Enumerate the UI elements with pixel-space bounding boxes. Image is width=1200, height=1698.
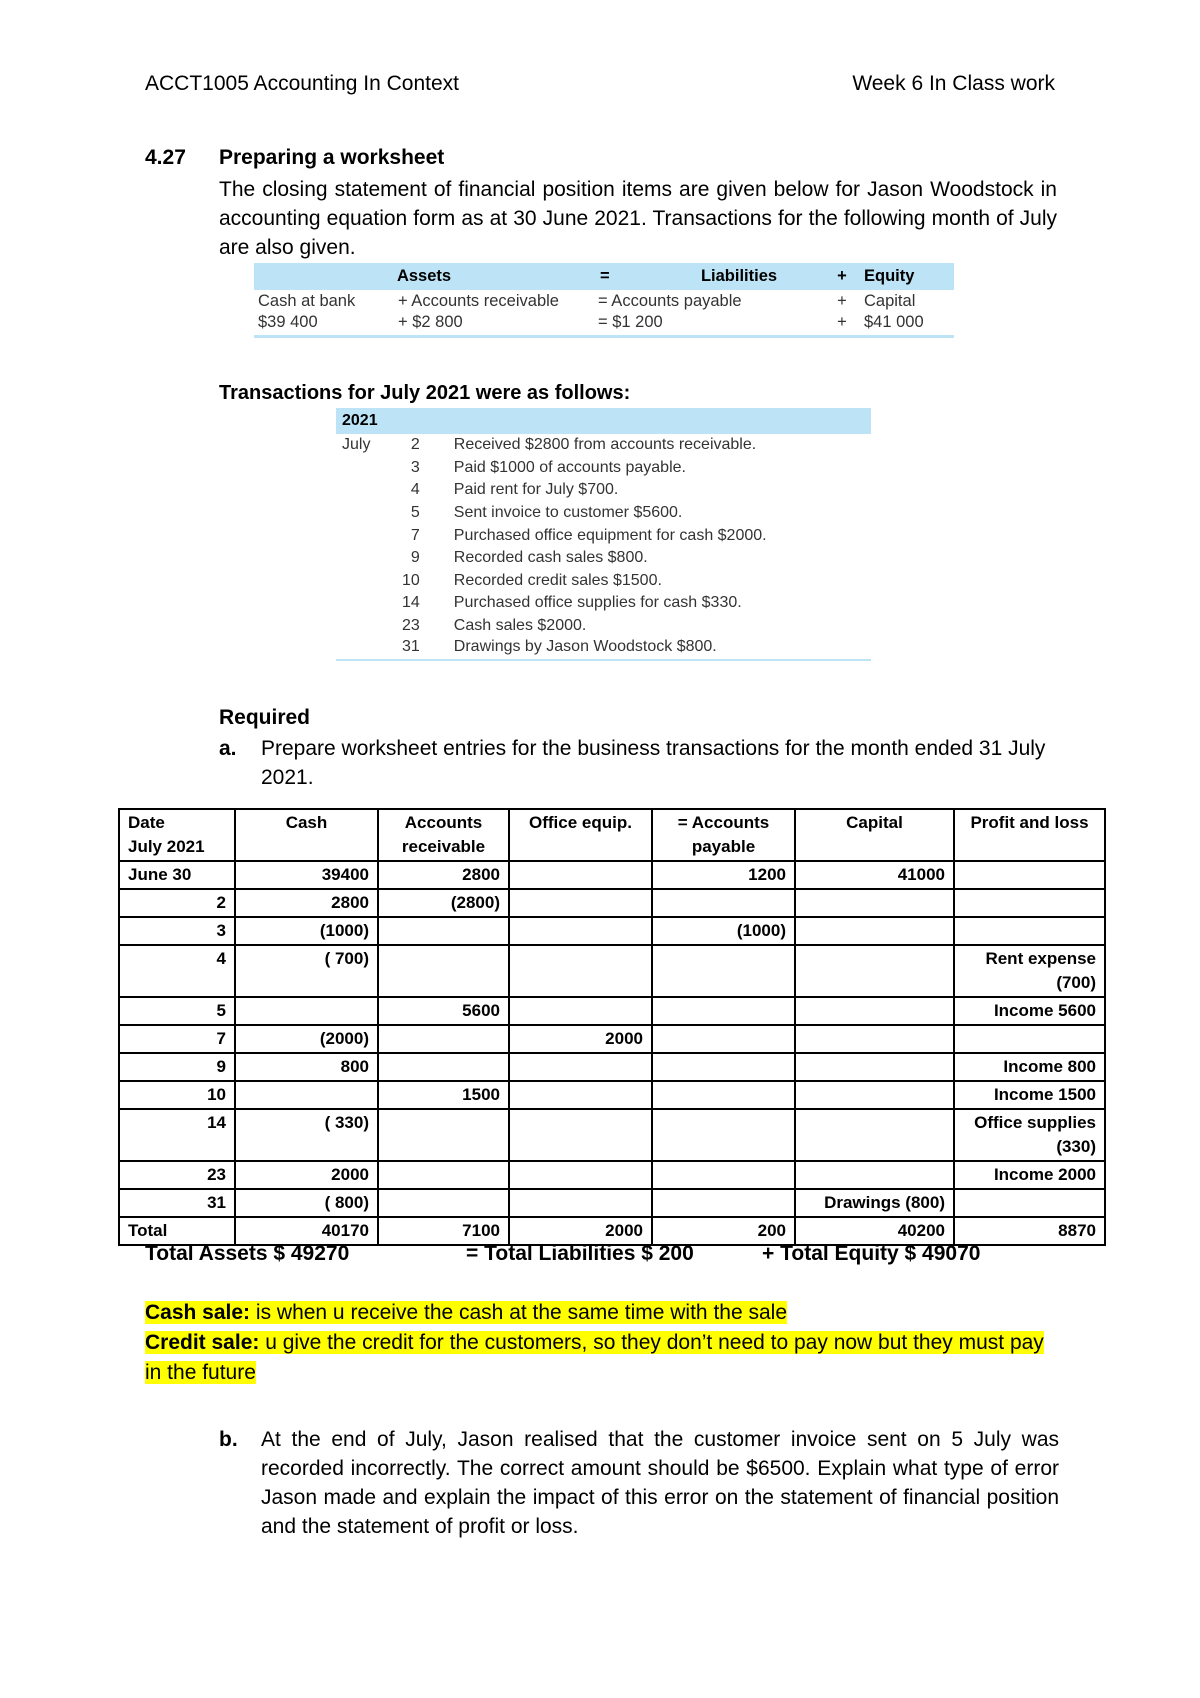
highlighted-notes (145, 1298, 1059, 1388)
ws-header-ar: Accounts receivable (378, 809, 509, 861)
transaction-row (336, 434, 871, 457)
eq-header-assets: Assets (254, 263, 594, 290)
ws-cell-cash (235, 997, 378, 1025)
ws-cell-ap (652, 1161, 795, 1189)
ws-cell-ap (652, 945, 795, 997)
ws-cell-pl: Income 5600 (954, 997, 1105, 1025)
ws-cell-ar (378, 917, 509, 945)
ws-cell-equip (509, 1161, 652, 1189)
transaction-month (336, 637, 396, 660)
ws-row (119, 1053, 1105, 1081)
question-a-text: Prepare worksheet entries for the business transactions for the month ended 31 July 2021. (261, 737, 1046, 789)
ws-cell-cash: 800 (235, 1053, 378, 1081)
ws-cell-ar: 1500 (378, 1081, 509, 1109)
transaction-row (336, 592, 871, 615)
transaction-month (336, 457, 396, 480)
transaction-month (336, 524, 396, 547)
question-a-label: a. (219, 737, 237, 760)
ws-cell-pl (954, 1189, 1105, 1217)
transaction-month (336, 615, 396, 638)
ws-cell-cash: 39400 (235, 861, 378, 889)
transactions-table (336, 408, 871, 661)
ws-cell-cash: (2000) (235, 1025, 378, 1053)
transaction-text: Paid rent for July $700. (453, 481, 619, 499)
cash-sale-note: Cash sale: is when u receive the cash at the same time with the sale (145, 1301, 787, 1324)
ws-cell-pl (954, 861, 1105, 889)
accounting-equation-table (254, 263, 954, 338)
ws-cell-equip (509, 1189, 652, 1217)
ws-cell-ap (652, 1189, 795, 1217)
ws-cell-ap (652, 1025, 795, 1053)
eq-header-liabilities: Liabilities (654, 263, 824, 290)
ws-row (119, 1189, 1105, 1217)
ws-cell-date: 23 (119, 1161, 235, 1189)
eq-value-ar: + $2 800 (394, 313, 594, 336)
total-liabilities: = Total Liabilities $ 200 (466, 1242, 694, 1265)
ws-cell-capital (795, 889, 954, 917)
ws-cell-date: 7 (119, 1025, 235, 1053)
transaction-row (336, 615, 871, 638)
transaction-day: 4 (410, 481, 420, 499)
transaction-day: 9 (410, 549, 420, 567)
ws-cell-cash: (1000) (235, 917, 378, 945)
ws-header-cash: Cash (235, 809, 378, 861)
ws-cell-date: 3 (119, 917, 235, 945)
ws-cell-equip (509, 917, 652, 945)
eq-label-plus: + (837, 292, 847, 310)
eq-value-capital: $41 000 (860, 313, 954, 336)
transaction-row (336, 524, 871, 547)
page-header (145, 72, 1055, 96)
transaction-month (336, 502, 396, 525)
ws-cell-cash: ( 330) (235, 1109, 378, 1161)
ws-row (119, 1109, 1105, 1161)
eq-label-ar: + Accounts receivable (398, 292, 559, 310)
transaction-row (336, 457, 871, 480)
ws-cell-pl (954, 1025, 1105, 1053)
ws-cell-cash: ( 700) (235, 945, 378, 997)
ws-cell-ar (378, 1053, 509, 1081)
ws-cell-ar (378, 1025, 509, 1053)
ws-cell-ar (378, 1109, 509, 1161)
ws-cell-date: 2 (119, 889, 235, 917)
transaction-row (336, 570, 871, 593)
ws-cell-ap (652, 1109, 795, 1161)
transaction-month (336, 479, 396, 502)
ws-cell-date: 9 (119, 1053, 235, 1081)
ws-cell-capital (795, 1053, 954, 1081)
ws-cell-capital (795, 997, 954, 1025)
transaction-text: Sent invoice to customer $5600. (453, 504, 683, 522)
transaction-text: Paid $1000 of accounts payable. (453, 458, 686, 476)
ws-cell-ar: (2800) (378, 889, 509, 917)
ws-cell-ar: 2800 (378, 861, 509, 889)
ws-cell-capital (795, 1025, 954, 1053)
ws-cell-capital (795, 1081, 954, 1109)
ws-cell-date: 31 (119, 1189, 235, 1217)
ws-cell-equip (509, 1053, 652, 1081)
course-title: ACCT1005 Accounting In Context (145, 72, 460, 95)
ws-cell-ar: 5600 (378, 997, 509, 1025)
ws-cell-capital (795, 917, 954, 945)
ws-cell-ap (652, 1081, 795, 1109)
section-number: 4.27 (145, 146, 186, 169)
transaction-row (336, 502, 871, 525)
transaction-text: Cash sales $2000. (453, 617, 587, 635)
question-b (219, 1425, 1059, 1541)
transaction-text: Received $2800 from accounts receivable. (453, 436, 757, 454)
ws-total-row (119, 1217, 1105, 1245)
eq-header-plus: + (824, 263, 860, 290)
week-label: Week 6 In Class work (852, 72, 1055, 95)
transaction-row (336, 547, 871, 570)
ws-cell-capital: 41000 (795, 861, 954, 889)
ws-cell-equip (509, 1081, 652, 1109)
section-title: Preparing a worksheet (219, 146, 445, 169)
transaction-day: 3 (410, 458, 420, 476)
ws-header-equip: Office equip. (509, 809, 652, 861)
ws-cell-ar (378, 945, 509, 997)
ws-total-label: Total (119, 1217, 235, 1245)
transaction-row (336, 637, 871, 660)
transactions-year: 2021 (336, 408, 871, 434)
transaction-text: Recorded credit sales $1500. (453, 571, 662, 589)
ws-cell-ar (378, 1189, 509, 1217)
required-heading: Required (219, 706, 311, 729)
transaction-text: Purchased office equipment for cash $2000. (453, 526, 767, 544)
eq-label-ap: = Accounts payable (598, 292, 742, 310)
ws-header-capital: Capital (795, 809, 954, 861)
section-intro: The closing statement of financial position items are given below for Jason Woodstock in accounting equation form as at 30 June 2021. Transactions for the following month of July are also given. (219, 178, 1057, 259)
ws-cell-pl: Income 2000 (954, 1161, 1105, 1189)
transaction-day: 14 (402, 594, 420, 612)
ws-cell-cash: 2800 (235, 889, 378, 917)
ws-cell-date: 5 (119, 997, 235, 1025)
transaction-month (336, 547, 396, 570)
ws-cell-equip (509, 889, 652, 917)
question-a (219, 734, 1059, 792)
ws-cell-cash: 2000 (235, 1161, 378, 1189)
ws-cell-date: 10 (119, 1081, 235, 1109)
transaction-day: 23 (402, 617, 420, 635)
ws-cell-ap: (1000) (652, 917, 795, 945)
ws-header-ap: = Accounts payable (652, 809, 795, 861)
transaction-day: 31 (396, 637, 448, 660)
ws-cell-ar (378, 1161, 509, 1189)
ws-cell-equip: 2000 (509, 1025, 652, 1053)
ws-cell-date: 4 (119, 945, 235, 997)
transaction-text: Recorded cash sales $800. (453, 549, 648, 567)
transaction-text: Purchased office supplies for cash $330. (453, 594, 742, 612)
ws-cell-ap (652, 889, 795, 917)
eq-header-equals: = (594, 263, 654, 290)
ws-row (119, 1025, 1105, 1053)
ws-row (119, 917, 1105, 945)
ws-cell-ap (652, 997, 795, 1025)
ws-cell-cash: ( 800) (235, 1189, 378, 1217)
transaction-day: 7 (410, 526, 420, 544)
ws-cell-ap: 1200 (652, 861, 795, 889)
ws-row (119, 889, 1105, 917)
ws-row (119, 945, 1105, 997)
eq-label-capital: Capital (864, 292, 916, 310)
transaction-month (336, 570, 396, 593)
eq-value-plus: + (824, 313, 860, 336)
ws-cell-equip (509, 861, 652, 889)
eq-header-equity: Equity (860, 263, 954, 290)
ws-cell-capital (795, 945, 954, 997)
ws-row (119, 1161, 1105, 1189)
ws-cell-pl (954, 917, 1105, 945)
worksheet-table (118, 808, 1106, 1246)
ws-cell-capital (795, 1109, 954, 1161)
ws-cell-equip (509, 997, 652, 1025)
section-heading (145, 146, 444, 170)
transaction-row (336, 479, 871, 502)
ws-total-equip: 2000 (509, 1217, 652, 1245)
ws-cell-pl: Rent expense (700) (954, 945, 1105, 997)
eq-value-ap: = $1 200 (594, 313, 824, 336)
ws-total-capital: 40200 (795, 1217, 954, 1245)
ws-header-date: Date July 2021 (119, 809, 235, 861)
ws-cell-pl: Income 800 (954, 1053, 1105, 1081)
total-assets: Total Assets $ 49270 (145, 1242, 350, 1265)
ws-cell-capital (795, 1161, 954, 1189)
ws-header-profit-loss: Profit and loss (954, 809, 1105, 861)
eq-value-cash: $39 400 (254, 313, 394, 336)
eq-label-cash: Cash at bank (258, 292, 356, 310)
ws-total-ar: 7100 (378, 1217, 509, 1245)
ws-cell-date: 14 (119, 1109, 235, 1161)
transaction-day: 5 (410, 504, 420, 522)
question-b-label: b. (219, 1428, 238, 1451)
ws-cell-ap (652, 1053, 795, 1081)
transaction-month (336, 592, 396, 615)
ws-cell-pl: Office supplies (330) (954, 1109, 1105, 1161)
ws-cell-date: June 30 (119, 861, 235, 889)
ws-total-ap: 200 (652, 1217, 795, 1245)
transaction-day: 2 (410, 436, 420, 454)
transaction-text: Drawings by Jason Woodstock $800. (448, 637, 871, 660)
transaction-month: July (342, 436, 371, 454)
question-b-text: At the end of July, Jason realised that the customer invoice sent on 5 July was recorded incorrectly. The correct amount should be $6500. Explain what type of error Jason made and explain the impact of this error on the statement of financial position and the statement of profit or loss. (261, 1428, 1059, 1538)
transactions-heading: Transactions for July 2021 were as follows: (219, 382, 631, 404)
ws-cell-equip (509, 945, 652, 997)
ws-cell-capital: Drawings (800) (795, 1189, 954, 1217)
ws-cell-pl (954, 889, 1105, 917)
ws-row (119, 1081, 1105, 1109)
ws-row (119, 861, 1105, 889)
ws-total-cash: 40170 (235, 1217, 378, 1245)
ws-row (119, 997, 1105, 1025)
ws-cell-cash (235, 1081, 378, 1109)
credit-sale-note: Credit sale: u give the credit for the customers, so they don’t need to pay now but they must pay in the future (145, 1331, 1044, 1384)
transaction-day: 10 (402, 571, 420, 589)
ws-cell-equip (509, 1109, 652, 1161)
ws-cell-pl: Income 1500 (954, 1081, 1105, 1109)
total-equity: + Total Equity $ 49070 (762, 1242, 981, 1265)
ws-total-profit-loss: 8870 (954, 1217, 1105, 1245)
